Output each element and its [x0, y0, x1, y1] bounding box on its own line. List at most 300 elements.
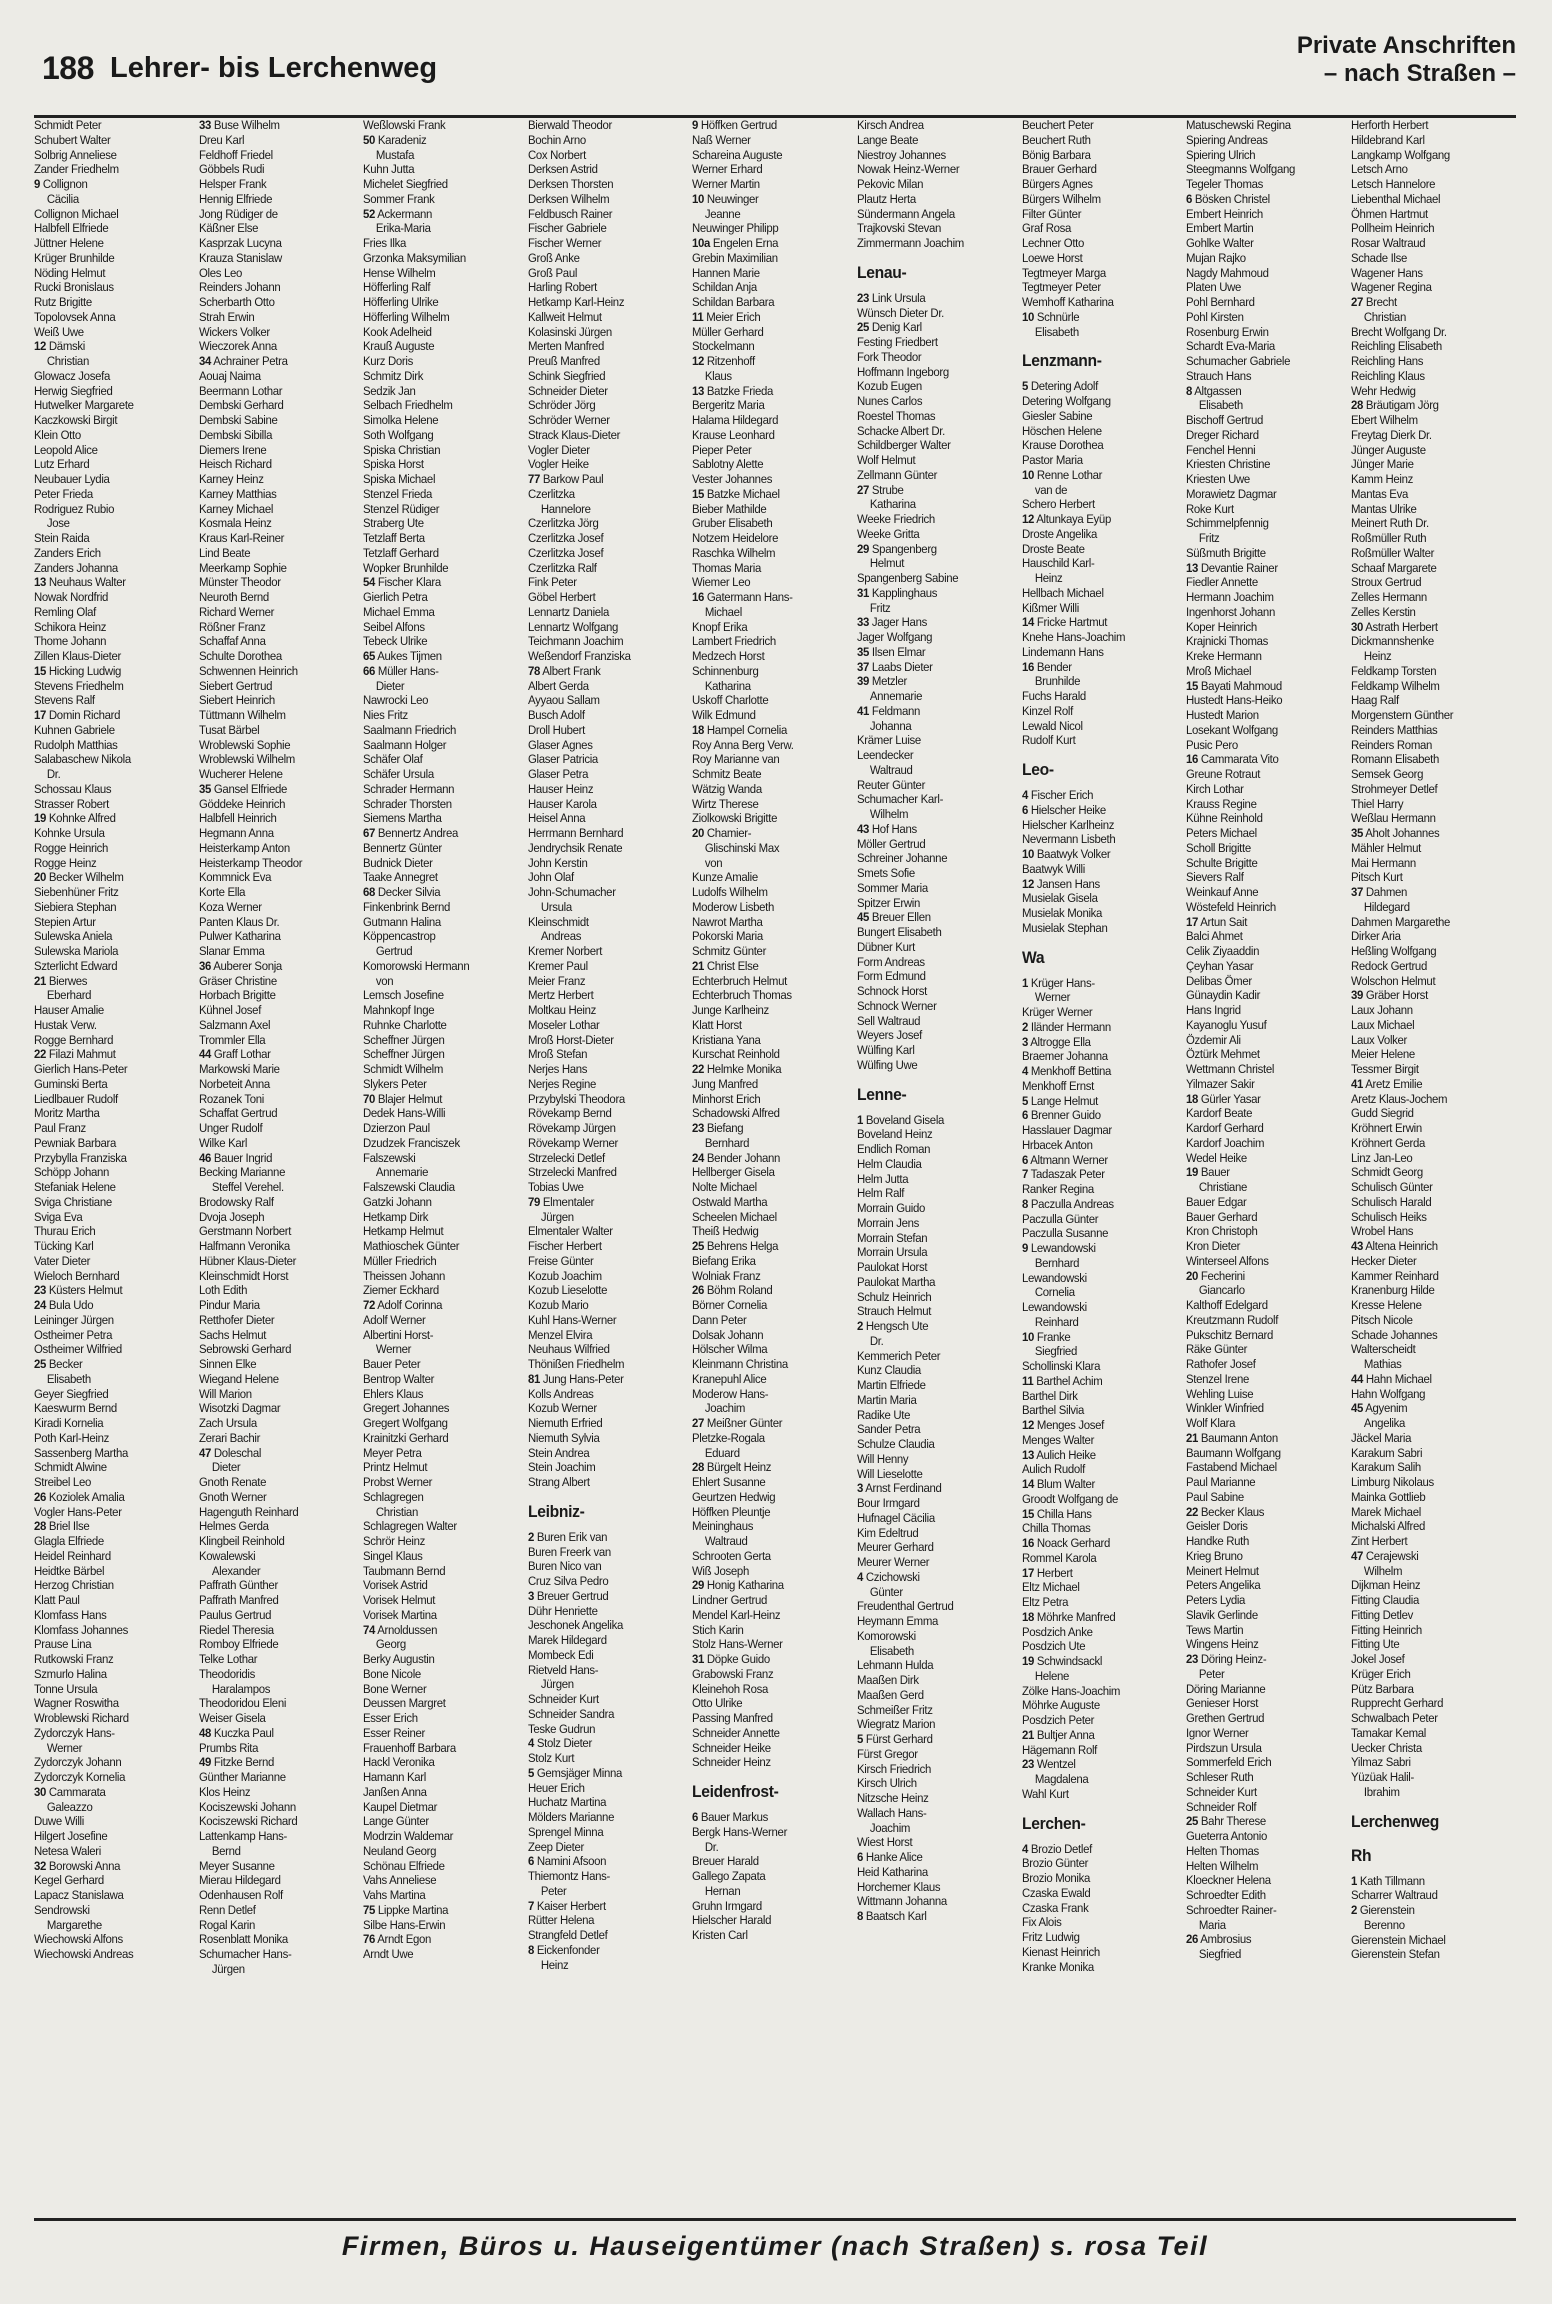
resident-entry: Schöpp Johann: [34, 1165, 110, 1180]
resident-entry: Schmitz Dirk: [363, 368, 424, 383]
resident-entry: Kuhnen Gabriele: [34, 722, 115, 737]
resident-entry: Bauer Gerhard: [1186, 1209, 1258, 1224]
house-number: 8: [1186, 383, 1193, 398]
resident-entry: Liedlbauer Rudolf: [34, 1091, 118, 1106]
resident-entry: Hägemann Rolf: [1021, 1742, 1097, 1757]
house-number: 49: [198, 1755, 211, 1770]
section-title: [1297, 32, 1516, 88]
resident-entry: Finkenbrink Bernd: [363, 899, 451, 914]
resident-entry: Szterlicht Edward: [34, 958, 118, 973]
resident-entry: Schneider Kurt: [1186, 1784, 1258, 1799]
resident-entry: Theissen Johann: [363, 1268, 446, 1283]
resident-entry: Teichmann Joachim: [527, 634, 624, 649]
resident-entry: Neubauer Lydia: [34, 472, 110, 486]
house-number: 10: [1021, 309, 1034, 324]
resident-entry: Tegeler Thomas: [1186, 177, 1264, 191]
resident-entry: Tonne Ursula: [34, 1681, 98, 1696]
resident-entry: Fritz Ludwig: [1021, 1930, 1080, 1944]
resident-entry: 22 Becker Klaus: [1186, 1504, 1265, 1519]
resident-entry: Strang Albert: [527, 1475, 590, 1489]
resident-entry: Barthel Dirk: [1021, 1388, 1078, 1403]
resident-entry: Gregert Wolfgang: [363, 1416, 448, 1430]
resident-entry: Wiemer Leo: [692, 575, 751, 590]
house-number: 27: [856, 482, 870, 497]
resident-entry: Norbeteit Anna: [198, 1076, 270, 1091]
resident-entry: 76 Arndt Egon: [363, 1932, 432, 1947]
resident-entry: Selbach Friedhelm: [363, 398, 453, 413]
resident-entry: Kristen Carl: [692, 1928, 749, 1942]
resident-entry: Trajkovski Stevan: [856, 221, 942, 236]
house-number: 67: [363, 826, 376, 840]
resident-entry: Letsch Arno: [1350, 162, 1408, 177]
entry-continuation: Werner: [46, 1740, 83, 1755]
house-number: 47: [1350, 1548, 1363, 1563]
resident-entry: Kallweit Helmut: [527, 309, 602, 324]
resident-entry: Morrain Ursula: [856, 1245, 928, 1260]
resident-entry: Musielak Monika: [1021, 906, 1102, 920]
resident-entry: Heuer Erich: [527, 1780, 585, 1795]
resident-entry: 4 Brozio Detlef: [1021, 1841, 1092, 1856]
resident-entry: 18 Gürler Yasar: [1186, 1091, 1261, 1106]
resident-entry: Hetkamp Karl-Heinz: [527, 295, 624, 309]
resident-entry: Leendecker: [856, 748, 914, 762]
resident-entry: Sommer Frank: [363, 191, 435, 206]
house-number: 44: [1350, 1371, 1363, 1386]
resident-entry: Kremer Norbert: [527, 944, 602, 958]
resident-entry: Kienast Heinrich: [1021, 1944, 1100, 1959]
resident-entry: 9 Collignon: [34, 177, 88, 191]
resident-entry: Sulewska Mariola: [34, 944, 119, 958]
resident-entry: Roke Kurt: [1186, 501, 1234, 516]
house-number: 7: [1021, 1167, 1028, 1182]
resident-entry: Halfmann Veronika: [198, 1239, 290, 1253]
resident-entry: Klomfass Johannes: [34, 1622, 129, 1637]
resident-entry: Karakum Sabri: [1350, 1445, 1422, 1460]
resident-entry: Langkamp Wolfgang: [1350, 147, 1450, 162]
resident-entry: Hecker Dieter: [1350, 1253, 1417, 1268]
resident-entry: Bönig Barbara: [1021, 147, 1091, 162]
resident-entry: 35 Aholt Johannes: [1350, 826, 1440, 840]
resident-entry: Menzel Elvira: [527, 1327, 593, 1342]
resident-entry: Reuter Günter: [856, 777, 926, 792]
resident-entry: Lindner Gertrud: [692, 1593, 768, 1607]
resident-entry: Peters Michael: [1186, 826, 1258, 840]
resident-entry: Zölke Hans-Joachim: [1021, 1683, 1120, 1698]
resident-entry: Vester Johannes: [692, 472, 773, 486]
resident-entry: Krause Leonhard: [692, 427, 776, 442]
resident-entry: Tetzlaff Berta: [363, 531, 425, 545]
resident-entry: Mantas Ulrike: [1350, 501, 1417, 516]
resident-entry: Merten Manfred: [527, 339, 604, 354]
resident-entry: Hauschild Karl-: [1021, 556, 1095, 571]
entry-continuation: Galeazzo: [46, 1799, 93, 1814]
resident-entry: Bauer Peter: [363, 1357, 421, 1371]
resident-entry: Schneider Kurt: [527, 1692, 599, 1706]
resident-entry: Schmidt Georg: [1350, 1165, 1423, 1180]
house-number: 14: [1021, 1477, 1034, 1491]
resident-entry: Stenzel Frieda: [363, 486, 433, 501]
resident-entry: Helten Thomas: [1186, 1843, 1260, 1858]
resident-entry: Menkhoff Ernst: [1021, 1078, 1094, 1093]
resident-entry: Gueterra Antonio: [1186, 1829, 1268, 1843]
resident-entry: Wroblewski Richard: [34, 1711, 129, 1725]
resident-entry: Ehlert Susanne: [692, 1475, 766, 1489]
house-number: 39: [1350, 988, 1363, 1003]
resident-entry: Kaczkowski Birgit: [34, 413, 118, 427]
resident-entry: 44 Graff Lothar: [198, 1047, 271, 1062]
resident-entry: Lange Beate: [856, 132, 919, 147]
resident-entry: Schulte Dorothea: [198, 649, 282, 663]
house-number: 33: [198, 118, 211, 132]
resident-entry: 16 Bender: [1021, 659, 1072, 674]
house-number: 9: [34, 177, 41, 191]
resident-entry: Wucherer Helene: [198, 767, 283, 781]
resident-entry: Thomas Maria: [692, 560, 762, 575]
resident-entry: Hustedt Hans-Heiko: [1186, 693, 1283, 708]
resident-entry: 21 Baumann Anton: [1186, 1430, 1278, 1445]
entry-continuation: Glischinski Max: [705, 840, 780, 855]
resident-entry: Grethen Gertrud: [1186, 1711, 1265, 1725]
resident-entry: Slavik Gerlinde: [1186, 1607, 1259, 1622]
resident-entry: Sviga Eva: [34, 1209, 83, 1224]
resident-entry: 66 Müller Hans-: [363, 663, 439, 678]
resident-entry: Hegmann Anna: [198, 826, 274, 840]
resident-entry: Nowak Nordfrid: [34, 590, 109, 604]
street-heading: Leidenfrost-: [692, 1782, 779, 1801]
house-number: 10a: [692, 236, 711, 250]
resident-entry: Sommerfeld Erich: [1186, 1755, 1272, 1770]
resident-entry: Horbach Brigitte: [198, 988, 276, 1003]
resident-entry: Rövekamp Werner: [527, 1135, 618, 1150]
resident-entry: Wahl Kurt: [1021, 1786, 1069, 1801]
resident-entry: Paulus Gertrud: [198, 1607, 271, 1622]
house-number: 9: [1021, 1241, 1028, 1255]
resident-entry: Handke Ruth: [1186, 1534, 1250, 1548]
resident-entry: Michael Emma: [363, 604, 435, 619]
house-number: 77: [527, 472, 540, 486]
resident-entry: 19 Schwindsackl: [1021, 1654, 1102, 1668]
resident-entry: Bauer Edgar: [1186, 1194, 1247, 1209]
resident-entry: Hagenguth Reinhard: [198, 1504, 299, 1519]
resident-entry: Wülfing Karl: [856, 1043, 915, 1057]
resident-entry: Schubert Walter: [34, 132, 111, 147]
entry-continuation: Hildegard: [1363, 899, 1410, 914]
resident-entry: Köppencastrop: [363, 929, 436, 944]
house-number: 8: [527, 1942, 534, 1957]
resident-entry: Budnick Dieter: [363, 855, 433, 870]
resident-entry: Gierenstein Michael: [1350, 1932, 1446, 1947]
house-number: 26: [692, 1283, 705, 1298]
entry-continuation: Maria: [1199, 1917, 1226, 1932]
resident-entry: Schäfer Olaf: [363, 752, 423, 767]
resident-entry: Naß Werner: [692, 132, 752, 147]
resident-entry: Karney Matthias: [198, 486, 277, 501]
resident-entry: Beermann Lothar: [198, 383, 282, 398]
house-number: 25: [1186, 1814, 1199, 1829]
resident-entry: Sassenberg Martha: [34, 1445, 129, 1460]
house-number: 6: [1186, 191, 1193, 206]
resident-entry: Wilk Edmund: [692, 708, 756, 722]
house-number: 48: [198, 1725, 211, 1740]
resident-entry: Nerjes Hans: [527, 1062, 587, 1076]
entry-continuation: van de: [1034, 482, 1067, 497]
entry-continuation: Steffel Verehel.: [211, 1180, 284, 1194]
resident-entry: Mierau Hildegard: [198, 1873, 281, 1888]
resident-entry: 46 Bauer Ingrid: [198, 1150, 272, 1165]
resident-entry: 43 Hof Hans: [856, 821, 917, 836]
house-number: 79: [527, 1194, 540, 1209]
resident-entry: Kolasinski Jürgen: [527, 324, 612, 339]
resident-entry: Hilgert Josefine: [34, 1829, 108, 1843]
resident-entry: 47 Cerajewski: [1350, 1548, 1419, 1563]
resident-entry: Pitsch Kurt: [1350, 870, 1403, 885]
resident-entry: Fitting Detlev: [1350, 1607, 1413, 1622]
resident-entry: Schneider Heinz: [692, 1755, 772, 1770]
resident-entry: 6 Namini Afsoon: [527, 1854, 606, 1869]
resident-entry: Heidel Reinhard: [34, 1548, 111, 1563]
resident-entry: 35 Gansel Elfriede: [198, 781, 287, 796]
house-number: 54: [363, 575, 376, 590]
house-number: 19: [1186, 1165, 1199, 1180]
resident-entry: Jung Manfred: [692, 1076, 759, 1091]
resident-entry: Ingenhorst Johann: [1186, 604, 1276, 619]
resident-entry: Limburg Nikolaus: [1350, 1475, 1434, 1489]
resident-entry: 22 Filazi Mahmut: [34, 1047, 116, 1062]
resident-entry: Schmeißer Fritz: [856, 1702, 933, 1717]
resident-entry: Walterscheidt: [1350, 1342, 1416, 1357]
resident-entry: Schumacher Hans-: [198, 1947, 292, 1961]
resident-entry: 15 Bayati Mahmoud: [1186, 678, 1283, 693]
resident-entry: Gräser Christine: [198, 973, 277, 988]
entry-continuation: Siegfried: [1199, 1947, 1242, 1961]
resident-entry: 17 Domin Richard: [34, 708, 121, 722]
resident-entry: Fastabend Michael: [1186, 1460, 1278, 1475]
resident-entry: 12 Dämski: [34, 339, 85, 354]
resident-entry: Pastor Maria: [1021, 453, 1083, 467]
resident-entry: Smets Sofie: [856, 866, 915, 880]
house-number: 28: [692, 1460, 705, 1475]
resident-entry: Freytag Dierk Dr.: [1350, 427, 1432, 442]
house-number: 16: [1021, 659, 1034, 674]
resident-entry: Haag Ralf: [1350, 693, 1399, 708]
resident-entry: 21 Christ Else: [692, 958, 759, 973]
resident-entry: 34 Achrainer Petra: [198, 354, 288, 368]
resident-entry: Nitzsche Heinz: [856, 1791, 929, 1805]
house-number: 21: [34, 973, 47, 988]
street-heading: Lenau-: [856, 262, 907, 282]
resident-entry: Helm Jutta: [856, 1171, 909, 1186]
resident-entry: Rutkowski Franz: [34, 1652, 114, 1666]
resident-entry: Arndt Uwe: [363, 1947, 414, 1961]
resident-entry: Mainka Gottlieb: [1350, 1489, 1426, 1504]
resident-entry: Schrader Hermann: [363, 781, 455, 796]
entry-continuation: Hannelore: [540, 501, 591, 516]
resident-entry: Liebenthal Michael: [1350, 191, 1441, 206]
resident-entry: John-Schumacher: [527, 885, 616, 899]
resident-entry: Lennartz Wolfgang: [527, 619, 618, 634]
resident-entry: Ebert Wilhelm: [1350, 413, 1418, 427]
resident-entry: Pulwer Katharina: [198, 929, 281, 944]
house-number: 13: [692, 383, 705, 398]
resident-entry: Helsper Frank: [198, 177, 266, 191]
resident-entry: Kammer Reinhard: [1350, 1268, 1439, 1283]
resident-entry: Kirsch Friedrich: [856, 1761, 931, 1776]
resident-entry: Werner Erhard: [692, 162, 763, 177]
house-number: 20: [34, 870, 47, 885]
resident-entry: Hermann Joachim: [1186, 590, 1274, 604]
resident-entry: Telke Lothar: [198, 1652, 257, 1666]
resident-entry: Heisel Anna: [527, 811, 586, 826]
resident-entry: Glagla Elfriede: [34, 1534, 104, 1548]
resident-entry: 28 Bräutigam Jörg: [1350, 398, 1439, 413]
resident-entry: Korte Ella: [198, 885, 245, 899]
resident-entry: Meerkamp Sophie: [198, 560, 287, 575]
resident-entry: Hildebrand Karl: [1350, 132, 1425, 147]
resident-entry: Sündermann Angela: [856, 206, 955, 221]
resident-entry: Klomfass Hans: [34, 1607, 107, 1622]
resident-entry: Schildberger Walter: [856, 438, 951, 453]
resident-entry: Schäfer Ursula: [363, 767, 435, 781]
house-number: 10: [1021, 847, 1034, 861]
resident-entry: Morgenstern Günther: [1350, 708, 1453, 722]
resident-entry: Chilla Thomas: [1021, 1521, 1091, 1536]
resident-entry: Theodoridis: [198, 1666, 255, 1681]
resident-entry: Wrobel Hans: [1350, 1224, 1413, 1239]
resident-entry: Lewandowski: [1021, 1270, 1087, 1285]
resident-entry: 16 Cammarata Vito: [1186, 752, 1279, 767]
resident-entry: Lutz Erhard: [34, 457, 90, 472]
resident-entry: Öztürk Mehmet: [1186, 1047, 1260, 1062]
resident-entry: 25 Bahr Therese: [1186, 1814, 1267, 1829]
resident-entry: Schneider Dieter: [527, 383, 608, 398]
resident-entry: Hellberger Gisela: [692, 1165, 775, 1180]
resident-entry: Kron Christoph: [1186, 1224, 1258, 1239]
resident-entry: Wiechowski Alfons: [34, 1932, 123, 1947]
resident-entry: Gnoth Renate: [198, 1475, 266, 1489]
page-header: [34, 32, 1516, 118]
resident-entry: Scheffner Jürgen: [363, 1047, 445, 1062]
resident-entry: Schildan Anja: [692, 280, 758, 295]
house-number: 26: [1186, 1932, 1199, 1947]
resident-entry: Gregert Johannes: [363, 1401, 450, 1416]
resident-entry: Komorowski Hermann: [363, 958, 470, 973]
resident-entry: Gruber Elisabeth: [692, 516, 773, 531]
resident-entry: 13 Aulich Heike: [1021, 1447, 1096, 1462]
resident-entry: Morrain Stefan: [856, 1230, 928, 1245]
resident-entry: Hrbacek Anton: [1021, 1137, 1093, 1152]
resident-entry: Schroedter Edith: [1186, 1888, 1266, 1902]
resident-entry: Stolz Hans-Werner: [692, 1637, 783, 1652]
resident-entry: 27 Strube: [856, 482, 904, 497]
house-number: 3: [856, 1481, 863, 1496]
house-number: 27: [692, 1416, 705, 1430]
resident-entry: Saalmann Holger: [363, 737, 447, 752]
resident-entry: Höschen Helene: [1021, 423, 1102, 438]
resident-entry: Öhmen Hartmut: [1350, 206, 1428, 221]
resident-entry: Braemer Johanna: [1021, 1049, 1108, 1064]
resident-entry: 4 Fischer Erich: [1021, 788, 1093, 802]
resident-entry: Schreiner Johanne: [856, 851, 948, 866]
resident-entry: Kamm Heinz: [1350, 472, 1413, 486]
resident-entry: Roßmüller Ruth: [1350, 531, 1427, 545]
resident-entry: Halbfell Heinrich: [198, 811, 277, 826]
house-number: 2: [1350, 1903, 1357, 1917]
house-number: 39: [856, 674, 870, 689]
house-number: 29: [692, 1578, 705, 1593]
resident-entry: Schade Johannes: [1350, 1327, 1438, 1342]
resident-entry: Stein Joachim: [527, 1460, 596, 1475]
resident-entry: Hielscher Karlheinz: [1021, 817, 1114, 832]
resident-entry: Teske Gudrun: [527, 1721, 595, 1736]
resident-entry: Krauza Stanislaw: [198, 250, 282, 265]
resident-entry: Schwennen Heinrich: [198, 663, 298, 678]
resident-entry: 23 Link Ursula: [856, 290, 926, 305]
entry-continuation: Bernhard: [1034, 1255, 1079, 1270]
resident-entry: Höfferling Ralf: [363, 280, 431, 295]
resident-entry: Laux Volker: [1350, 1032, 1407, 1047]
resident-entry: 39 Gräber Horst: [1350, 988, 1428, 1003]
house-number: 24: [34, 1298, 47, 1312]
house-number: 75: [363, 1902, 376, 1917]
resident-entry: Meininghaus: [692, 1519, 754, 1534]
entry-continuation: Dieter: [376, 678, 405, 693]
resident-entry: Morrain Jens: [856, 1215, 919, 1230]
house-number: 7: [527, 1898, 534, 1913]
resident-entry: Czerlitzka: [527, 486, 575, 501]
house-number: 6: [1021, 1152, 1028, 1167]
entry-continuation: von: [705, 855, 723, 870]
resident-entry: Käßner Else: [198, 221, 258, 236]
resident-entry: Przybylla Franziska: [34, 1150, 127, 1165]
resident-entry: 47 Doleschal: [198, 1445, 261, 1460]
resident-entry: Leopold Alice: [34, 442, 98, 457]
house-number: 6: [527, 1854, 534, 1869]
resident-entry: Cruz Silva Pedro: [527, 1574, 609, 1588]
resident-entry: 9 Höffken Gertrud: [692, 118, 778, 132]
resident-entry: Nerjes Regine: [527, 1076, 596, 1091]
house-number: 10: [1021, 1329, 1034, 1344]
resident-entry: Schmidt Peter: [34, 118, 102, 132]
resident-entry: 3 Altrogge Ella: [1021, 1034, 1091, 1049]
resident-entry: 23 Biefang: [692, 1121, 744, 1135]
resident-entry: Schulisch Günter: [1350, 1180, 1433, 1194]
resident-entry: 3 Arnst Ferdinand: [856, 1481, 942, 1496]
resident-entry: Sedzik Jan: [363, 383, 416, 398]
resident-entry: Redock Gertrud: [1350, 958, 1427, 973]
resident-entry: Schaffaf Anna: [198, 634, 266, 649]
resident-entry: Helten Wilhelm: [1186, 1858, 1259, 1873]
resident-entry: Berky Augustin: [363, 1652, 435, 1666]
resident-entry: Printz Helmut: [363, 1460, 428, 1475]
resident-entry: 10 Schnürle: [1021, 309, 1079, 324]
resident-entry: Lewald Nicol: [1021, 718, 1083, 733]
resident-entry: Junge Karlheinz: [692, 1003, 770, 1017]
resident-entry: Neuwinger Philipp: [692, 221, 779, 236]
resident-entry: Heymann Emma: [856, 1614, 939, 1628]
resident-entry: Horchemer Klaus: [856, 1879, 941, 1894]
resident-entry: Vogler Dieter: [527, 442, 590, 457]
entry-continuation: Mustafa: [376, 147, 415, 162]
house-number: 65: [363, 649, 376, 663]
house-number: 30: [34, 1784, 47, 1799]
resident-entry: Scholl Brigitte: [1186, 840, 1252, 855]
resident-entry: Heidtke Bärbel: [34, 1563, 105, 1578]
entry-continuation: Fritz: [869, 600, 891, 615]
resident-entry: Aouaj Naima: [198, 368, 261, 383]
resident-entry: Strasser Robert: [34, 796, 109, 811]
resident-entry: Diemers Irene: [198, 442, 266, 457]
house-number: 23: [692, 1121, 705, 1135]
